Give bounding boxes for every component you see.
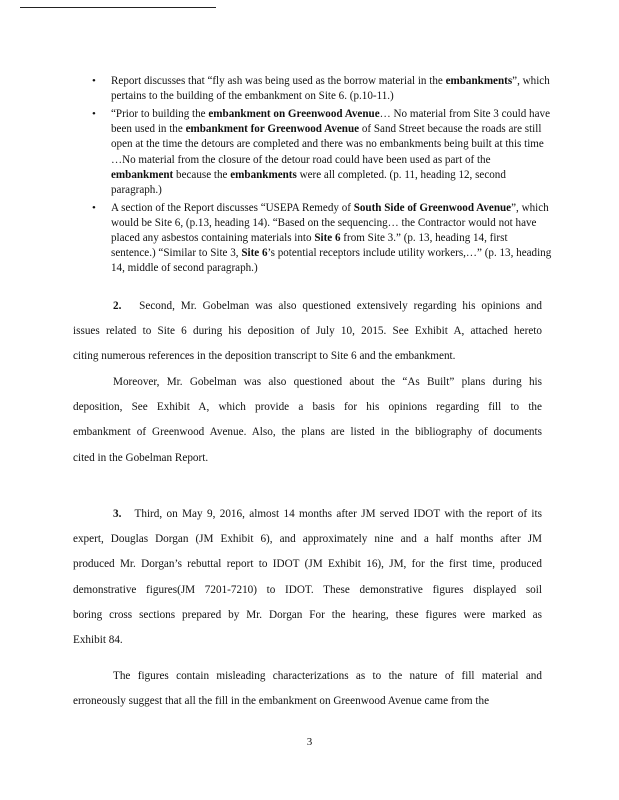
paragraph-line-text: Moreover, Mr. Gobelman was also questioned about the “As Built” plans during his — [113, 376, 542, 388]
footnote-separator-rule — [20, 7, 216, 8]
paragraph-line — [73, 294, 542, 319]
paragraph-line: produced Mr. Dorgan’s rebuttal report to IDOT (JM Exhibit 16), JM, for the first time, produced — [73, 558, 542, 571]
paragraph-line: issues related to Site 6 during his deposition of July 10, 2015. See Exhibit A, attached hereto — [73, 325, 542, 338]
bold-text-span: embankment on Greenwood Avenue — [208, 107, 380, 120]
paragraph-line: expert, Douglas Dorgan (JM Exhibit 6), and approximately nine and a half months after JM — [73, 533, 542, 546]
text-span: because the — [173, 168, 231, 181]
body-paragraph — [73, 664, 542, 714]
text-span: Report discusses that “fly ash was being used as the borrow material in the — [111, 75, 446, 87]
bold-text-span: embankments — [230, 168, 297, 181]
paragraph-line: embankment of Greenwood Avenue. Also, the plans are listed in the bibliography of documents — [73, 426, 542, 439]
bullet-item — [92, 201, 552, 277]
paragraph-line: deposition, See Exhibit A, which provide a basis for his opinions regarding fill to the — [73, 401, 542, 414]
bullet-item — [92, 74, 552, 104]
paragraph-line: cited in the Gobelman Report. — [73, 451, 209, 464]
body-paragraph — [73, 502, 542, 653]
paragraph-line-text: Second, Mr. Gobelman was also questioned extensively regarding his opinions and — [139, 300, 543, 312]
text-span: of Sand Street because the roads are still open at the time the detours are completed and there was no embankments being built at this time …No material from the closure of the detour road could have been used as part of the — [111, 123, 544, 166]
body-paragraph — [73, 294, 542, 370]
paragraph-line — [73, 664, 542, 689]
report-bullet-list — [92, 74, 552, 279]
paragraph-line-text: The figures contain misleading characterizations as to the nature of fill material and — [113, 670, 542, 682]
text-span: A section of the Report discusses “USEPA Remedy of — [111, 201, 354, 214]
paragraph-line: citing numerous references in the deposition transcript to Site 6 and the embankment. — [73, 350, 456, 363]
text-span: ”, which pertains to the building of the embankment on Site 6. (p.10-11.) — [111, 75, 550, 103]
bullet-item — [92, 107, 552, 198]
paragraph-line: Exhibit 84. — [73, 634, 123, 647]
text-span: from Site 3.” (p. 13, heading 14, first sentence.) “Similar to Site 3, — [111, 232, 508, 260]
bold-text-span: Site 6 — [314, 232, 341, 245]
paragraph-number: 3. — [113, 508, 122, 520]
paragraph-line: erroneously suggest that all the fill in the embankment on Greenwood Avenue came from the — [73, 695, 490, 708]
paragraph-number: 2. — [113, 300, 122, 312]
text-span: “Prior to building the — [111, 107, 209, 120]
paragraph-line: boring cross sections prepared by Mr. Dorgan For the hearing, these figures were marked as — [73, 608, 542, 621]
bold-text-span: embankment for Greenwood Avenue — [185, 123, 360, 136]
bold-text-span: Site 6 — [241, 247, 268, 260]
text-span: … No material from Site 3 could have been used in the — [111, 107, 550, 136]
text-span: ”, which would be Site 6, (p.13, heading 14). “Based on the sequencing… the Contractor would not have placed any asbestos containing materials into — [111, 201, 549, 245]
page-number: 3 — [306, 736, 313, 748]
text-span: ’s potential receptors include utility workers,…” (p. 13, heading 14, middle of second paragraph.) — [111, 247, 552, 275]
paragraph-line — [73, 502, 542, 527]
body-paragraph — [73, 370, 542, 471]
paragraph-line — [73, 370, 542, 395]
text-span: were all completed. (p. 11, heading 12, second paragraph.) — [111, 168, 506, 196]
paragraph-line: demonstrative figures(JM 7201-7210) to IDOT. These demonstrative figures displayed soil — [73, 583, 542, 596]
bold-text-span: South Side of Greenwood Avenue — [353, 201, 512, 214]
bold-text-span: embankments — [445, 75, 513, 87]
paragraph-line-text: Third, on May 9, 2016, almost 14 months after JM served IDOT with the report of its — [134, 508, 542, 520]
bold-text-span: embankment — [111, 168, 174, 181]
